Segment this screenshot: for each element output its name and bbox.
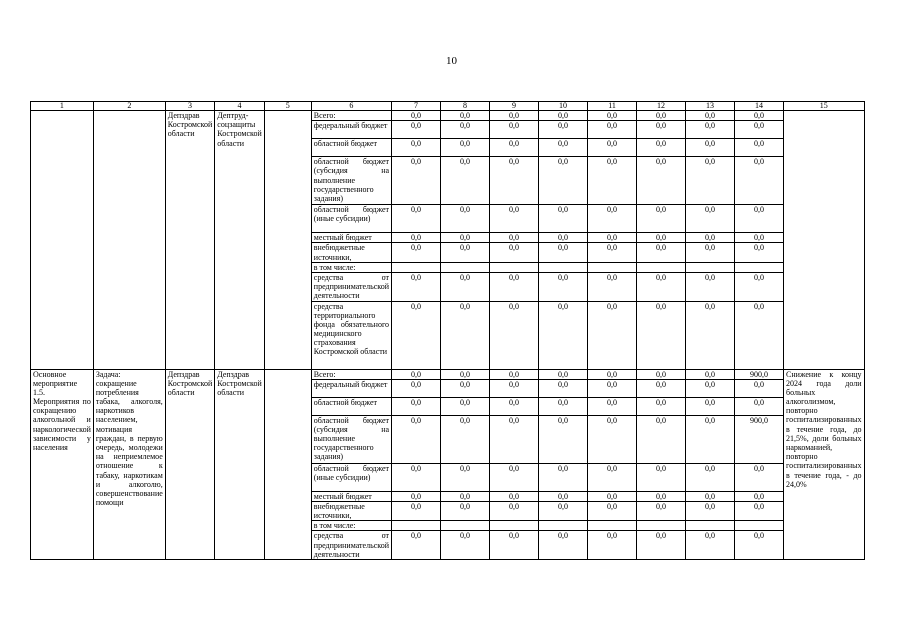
table-row — [31, 369, 865, 379]
column-number-header: 2 — [93, 102, 165, 111]
year-value: 0,0 — [392, 501, 441, 520]
year-value: 0,0 — [441, 501, 490, 520]
year-value: 0,0 — [637, 157, 686, 205]
year-value: 0,0 — [539, 491, 588, 501]
year-value: 0,0 — [686, 397, 735, 415]
year-value: 0,0 — [490, 463, 539, 491]
page-number: 10 — [446, 55, 457, 67]
year-value: 0,0 — [588, 369, 637, 379]
funding-source-label: Всего: — [311, 369, 391, 379]
year-value: 0,0 — [588, 491, 637, 501]
year-value: 0,0 — [539, 233, 588, 243]
year-value: 0,0 — [490, 139, 539, 157]
year-value: 0,0 — [686, 531, 735, 560]
year-value: 0,0 — [539, 272, 588, 301]
year-value: 0,0 — [392, 139, 441, 157]
year-value: 0,0 — [735, 379, 784, 397]
year-value: 0,0 — [686, 205, 735, 233]
year-value: 0,0 — [686, 139, 735, 157]
year-value: 0,0 — [735, 205, 784, 233]
year-value: 0,0 — [441, 301, 490, 369]
year-value: 0,0 — [637, 463, 686, 491]
year-value: 0,0 — [441, 379, 490, 397]
year-value: 0,0 — [539, 243, 588, 262]
funding-source-label: местный бюджет — [311, 491, 391, 501]
year-value: 0,0 — [441, 111, 490, 121]
year-value — [637, 521, 686, 531]
year-value: 0,0 — [588, 272, 637, 301]
year-value: 0,0 — [441, 205, 490, 233]
year-value: 0,0 — [735, 397, 784, 415]
year-value: 0,0 — [588, 379, 637, 397]
year-value: 0,0 — [637, 233, 686, 243]
year-value: 0,0 — [441, 463, 490, 491]
year-value: 0,0 — [441, 139, 490, 157]
year-value — [441, 521, 490, 531]
year-value: 0,0 — [588, 243, 637, 262]
year-value: 0,0 — [637, 397, 686, 415]
year-value: 0,0 — [735, 501, 784, 520]
funding-source-label: средства территориального фонда обязательного медицинского страхования Костромской области — [311, 301, 391, 369]
year-value: 0,0 — [637, 415, 686, 463]
year-value: 0,0 — [441, 272, 490, 301]
year-value: 0,0 — [637, 379, 686, 397]
year-value: 0,0 — [392, 491, 441, 501]
responsible-executor: Депздрав Костромской области — [165, 369, 215, 560]
year-value — [686, 521, 735, 531]
year-value: 0,0 — [637, 369, 686, 379]
column-number-header: 13 — [686, 102, 735, 111]
funding-source-label: в том числе: — [311, 262, 391, 272]
year-value: 0,0 — [735, 139, 784, 157]
year-value: 0,0 — [490, 111, 539, 121]
year-value: 0,0 — [392, 531, 441, 560]
year-value: 0,0 — [637, 301, 686, 369]
funding-source-label: местный бюджет — [311, 233, 391, 243]
year-value: 0,0 — [735, 157, 784, 205]
year-value: 0,0 — [588, 531, 637, 560]
year-value: 0,0 — [392, 205, 441, 233]
year-value: 0,0 — [539, 301, 588, 369]
year-value: 0,0 — [735, 121, 784, 139]
year-value — [637, 262, 686, 272]
year-value: 0,0 — [735, 111, 784, 121]
year-value: 0,0 — [637, 531, 686, 560]
year-value: 0,0 — [686, 379, 735, 397]
year-value: 0,0 — [392, 111, 441, 121]
year-value: 0,0 — [539, 111, 588, 121]
year-value — [588, 262, 637, 272]
year-value: 0,0 — [441, 531, 490, 560]
year-value: 0,0 — [686, 121, 735, 139]
year-value: 0,0 — [588, 157, 637, 205]
year-value: 0,0 — [490, 379, 539, 397]
year-value: 0,0 — [588, 501, 637, 520]
year-value — [735, 262, 784, 272]
year-value: 0,0 — [392, 369, 441, 379]
year-value: 0,0 — [441, 369, 490, 379]
year-value: 900,0 — [735, 415, 784, 463]
year-value: 0,0 — [490, 205, 539, 233]
funding-source-label: средства от предпринимательской деятельности — [311, 272, 391, 301]
year-value: 0,0 — [686, 369, 735, 379]
year-value — [392, 521, 441, 531]
year-value: 0,0 — [392, 121, 441, 139]
year-value: 0,0 — [441, 121, 490, 139]
column-number-header: 9 — [490, 102, 539, 111]
year-value: 0,0 — [392, 301, 441, 369]
year-value — [490, 262, 539, 272]
year-value: 0,0 — [735, 491, 784, 501]
column-number-header: 7 — [392, 102, 441, 111]
year-value: 0,0 — [392, 463, 441, 491]
year-value — [588, 521, 637, 531]
year-value: 0,0 — [539, 139, 588, 157]
year-value: 0,0 — [490, 397, 539, 415]
budget-table — [30, 101, 865, 560]
year-value: 0,0 — [686, 111, 735, 121]
year-value: 0,0 — [588, 463, 637, 491]
year-value: 0,0 — [441, 397, 490, 415]
year-value — [392, 262, 441, 272]
column-number-header: 14 — [735, 102, 784, 111]
year-value: 0,0 — [588, 397, 637, 415]
year-value: 0,0 — [392, 157, 441, 205]
year-value — [490, 521, 539, 531]
year-value: 0,0 — [392, 379, 441, 397]
year-value: 900,0 — [735, 369, 784, 379]
column-number-header: 8 — [441, 102, 490, 111]
year-value: 0,0 — [539, 121, 588, 139]
year-value: 0,0 — [490, 243, 539, 262]
funding-source-label: федеральный бюджет — [311, 379, 391, 397]
funding-source-label: областной бюджет — [311, 139, 391, 157]
year-value: 0,0 — [539, 463, 588, 491]
funding-source-label: средства от предпринимательской деятельности — [311, 531, 391, 560]
year-value: 0,0 — [637, 111, 686, 121]
funding-source-label: внебюджетные источники, — [311, 501, 391, 520]
year-value: 0,0 — [735, 531, 784, 560]
funding-source-label: федеральный бюджет — [311, 121, 391, 139]
year-value — [539, 521, 588, 531]
expected-result: Снижение к концу 2024 года доли больных алкоголизмом, повторно госпитализированных в течение года, до 21,5%, доли больных наркоманией, повторно госпитализированных в течение года, - до 24,0% — [784, 369, 864, 560]
column-number-header: 12 — [637, 102, 686, 111]
year-value: 0,0 — [588, 111, 637, 121]
year-value: 0,0 — [588, 301, 637, 369]
year-value: 0,0 — [392, 233, 441, 243]
column-number-header: 11 — [588, 102, 637, 111]
year-value: 0,0 — [588, 121, 637, 139]
column-number-header: 4 — [215, 102, 265, 111]
funding-source-label: областной бюджет (иные субсидии) — [311, 463, 391, 491]
year-value: 0,0 — [441, 491, 490, 501]
year-value — [539, 262, 588, 272]
year-value: 0,0 — [490, 301, 539, 369]
year-value: 0,0 — [686, 157, 735, 205]
year-value: 0,0 — [539, 501, 588, 520]
year-value: 0,0 — [588, 139, 637, 157]
year-value: 0,0 — [392, 415, 441, 463]
empty-column-5 — [264, 111, 311, 370]
column-number-header: 6 — [311, 102, 391, 111]
year-value: 0,0 — [539, 379, 588, 397]
year-value: 0,0 — [588, 415, 637, 463]
year-value — [686, 262, 735, 272]
year-value: 0,0 — [686, 243, 735, 262]
column-number-header: 3 — [165, 102, 215, 111]
year-value: 0,0 — [686, 272, 735, 301]
year-value: 0,0 — [735, 243, 784, 262]
year-value: 0,0 — [735, 463, 784, 491]
responsible-executor: Депздрав Костромской области — [165, 111, 215, 370]
year-value: 0,0 — [392, 272, 441, 301]
year-value: 0,0 — [637, 139, 686, 157]
year-value: 0,0 — [686, 301, 735, 369]
funding-source-label: областной бюджет (иные субсидии) — [311, 205, 391, 233]
year-value: 0,0 — [392, 397, 441, 415]
year-value: 0,0 — [539, 531, 588, 560]
table-row — [31, 111, 865, 121]
funding-source-label: областной бюджет — [311, 397, 391, 415]
year-value: 0,0 — [490, 157, 539, 205]
funding-source-label: в том числе: — [311, 521, 391, 531]
year-value: 0,0 — [490, 491, 539, 501]
year-value: 0,0 — [637, 205, 686, 233]
year-value: 0,0 — [637, 243, 686, 262]
funding-source-label: внебюджетные источники, — [311, 243, 391, 262]
measure-name — [31, 111, 94, 370]
year-value: 0,0 — [637, 121, 686, 139]
year-value: 0,0 — [588, 233, 637, 243]
year-value: 0,0 — [490, 233, 539, 243]
co-executor: Депздрав Костромской области — [215, 369, 265, 560]
year-value: 0,0 — [686, 463, 735, 491]
column-number-header: 15 — [784, 102, 864, 111]
year-value: 0,0 — [588, 205, 637, 233]
column-number-header: 1 — [31, 102, 94, 111]
year-value — [441, 262, 490, 272]
year-value: 0,0 — [392, 243, 441, 262]
measure-name: Основное мероприятие 1.5. Мероприятия по сокращению алкогольной и наркологической зависимости у населения — [31, 369, 94, 560]
year-value: 0,0 — [686, 491, 735, 501]
year-value: 0,0 — [490, 501, 539, 520]
year-value: 0,0 — [539, 397, 588, 415]
year-value: 0,0 — [490, 415, 539, 463]
year-value: 0,0 — [686, 233, 735, 243]
year-value — [735, 521, 784, 531]
year-value: 0,0 — [637, 272, 686, 301]
column-number-header: 5 — [264, 102, 311, 111]
year-value: 0,0 — [735, 272, 784, 301]
year-value: 0,0 — [441, 243, 490, 262]
expected-result — [784, 111, 864, 370]
empty-column-5 — [264, 369, 311, 560]
funding-source-label: областной бюджет (субсидия на выполнение государственного задания) — [311, 157, 391, 205]
year-value: 0,0 — [441, 157, 490, 205]
column-number-header: 10 — [539, 102, 588, 111]
year-value: 0,0 — [441, 233, 490, 243]
year-value: 0,0 — [539, 205, 588, 233]
year-value: 0,0 — [637, 501, 686, 520]
funding-source-label: Всего: — [311, 111, 391, 121]
year-value: 0,0 — [637, 491, 686, 501]
year-value: 0,0 — [490, 369, 539, 379]
co-executor: Дептруд-соцзащиты Костромской области — [215, 111, 265, 370]
year-value: 0,0 — [441, 415, 490, 463]
year-value: 0,0 — [490, 121, 539, 139]
year-value: 0,0 — [686, 415, 735, 463]
task-description: Задача: сокращение потребления табака, алкоголя, наркотиков населением, мотивация граждан, в первую очередь, молодежи на неприемлемое отношение к табаку, наркотикам и алкоголю, совершенствование помощи — [93, 369, 165, 560]
funding-source-label: областной бюджет (субсидия на выполнение государственного задания) — [311, 415, 391, 463]
year-value: 0,0 — [735, 301, 784, 369]
year-value: 0,0 — [735, 233, 784, 243]
task-description — [93, 111, 165, 370]
year-value: 0,0 — [539, 369, 588, 379]
year-value: 0,0 — [490, 531, 539, 560]
header-row — [31, 102, 865, 111]
year-value: 0,0 — [686, 501, 735, 520]
year-value: 0,0 — [490, 272, 539, 301]
year-value: 0,0 — [539, 415, 588, 463]
year-value: 0,0 — [539, 157, 588, 205]
